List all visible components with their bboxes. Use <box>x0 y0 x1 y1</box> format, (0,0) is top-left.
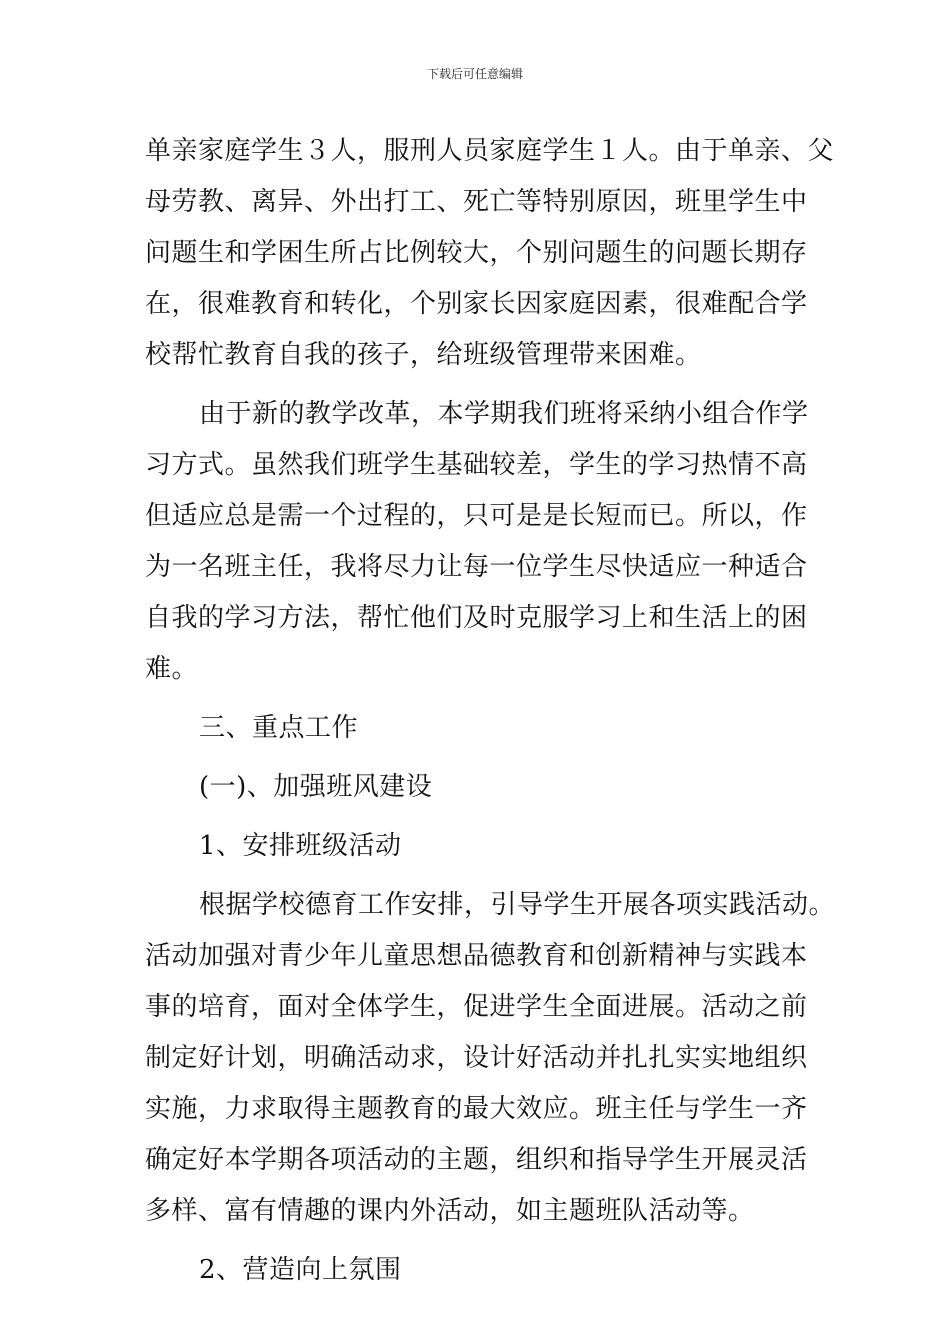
paragraph <box>145 389 810 695</box>
text-line: 三、重点工作 <box>199 713 359 743</box>
text-line: 活动加强对青少年儿童思想品德教育和创新精神与实践本 <box>145 941 808 971</box>
text-line: 事的培育，面对全体学生，促进学生全面进展。活动之前 <box>145 992 808 1022</box>
text-line: 实施，力求取得主题教育的最大效应。班主任与学生一齐 <box>145 1094 808 1124</box>
section-heading <box>145 703 810 754</box>
item-heading <box>145 821 810 872</box>
text-line: 母劳教、离异、外出打工、死亡等特别原因，班里学生中 <box>145 187 808 217</box>
text-line: 由于新的教学改革，本学期我们班将采纳小组合作学 <box>199 399 809 429</box>
text-line: 制定好计划，明确活动求，设计好活动并扎扎实实地组织 <box>145 1043 808 1073</box>
text-line: 但适应总是需一个过程的，只可是是长短而已。所以，作 <box>145 501 808 531</box>
document-body <box>145 126 836 1296</box>
text-line: 校帮忙教育自我的孩子，给班级管理带来困难。 <box>145 340 702 370</box>
paragraph <box>145 126 835 381</box>
text-line: 习方式。虽然我们班学生基础较差，学生的学习热情不高 <box>145 450 808 480</box>
text-line: (一)、加强班风建设 <box>199 772 433 802</box>
text-line: 1、安排班级活动 <box>199 831 402 861</box>
text-line: 为一名班主任，我将尽力让每一位学生尽快适应一种适合 <box>145 552 808 582</box>
text-line: 根据学校德育工作安排，引导学生开展各项实践活动。 <box>199 890 836 920</box>
text-line: 单亲家庭学生３人，服刑人员家庭学生１人。由于单亲、父 <box>145 136 835 166</box>
text-line: 难。 <box>145 654 199 684</box>
text-line: 多样、富有情趣的课内外活动，如主题班队活动等。 <box>145 1196 755 1226</box>
text-line: 在，很难教育和转化，个别家长因家庭因素，很难配合学 <box>145 289 808 319</box>
text-line: 确定好本学期各项活动的主题，组织和指导学生开展灵活 <box>145 1145 808 1175</box>
text-line: 问题生和学困生所占比例较大，个别问题生的问题长期存 <box>145 238 808 268</box>
text-line: 自我的学习方法，帮忙他们及时克服学习上和生活上的困 <box>145 603 808 633</box>
item-heading <box>145 1245 810 1296</box>
text-line: 2、营造向上氛围 <box>199 1255 402 1285</box>
page-header: 下载后可任意编辑 <box>426 67 523 81</box>
subsection-heading <box>145 762 810 813</box>
paragraph <box>145 880 836 1237</box>
